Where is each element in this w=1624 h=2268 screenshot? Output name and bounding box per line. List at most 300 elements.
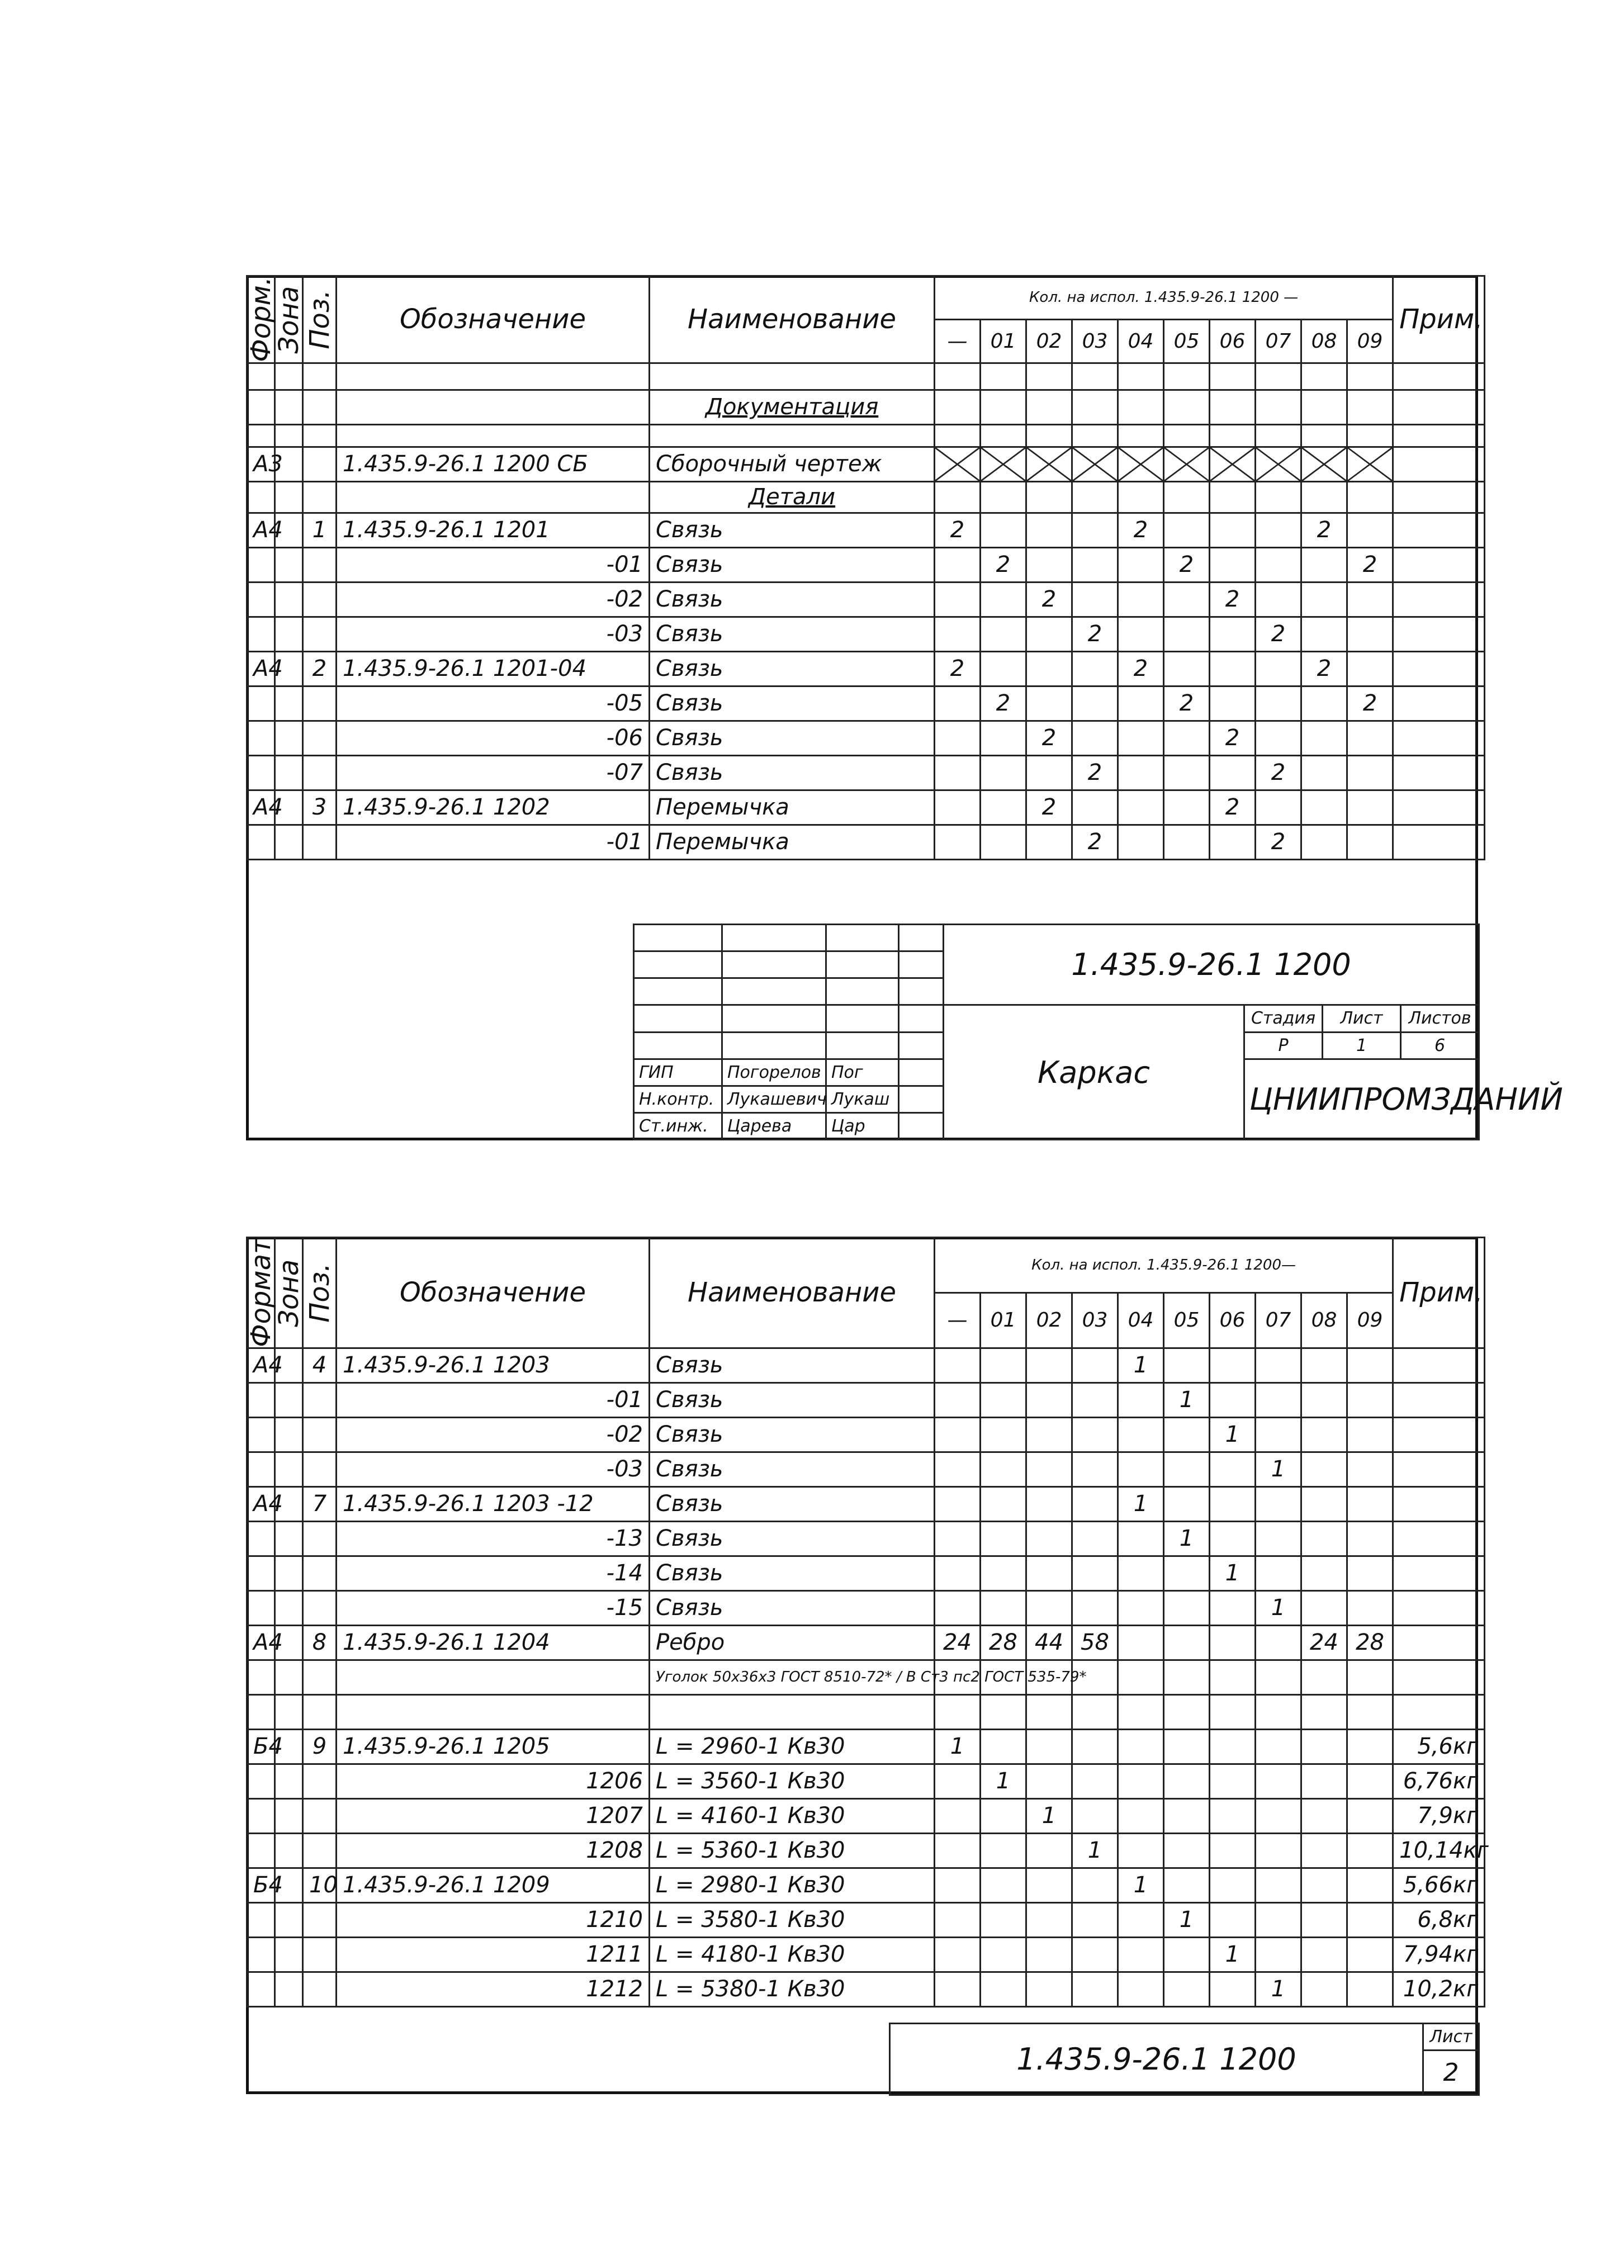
table-row bbox=[247, 1902, 1485, 1937]
qty-cell: 1 bbox=[1210, 1937, 1256, 1972]
row-format bbox=[247, 1694, 275, 1729]
qty-cell: 58 bbox=[1072, 1625, 1118, 1660]
header-variant: 01 bbox=[981, 1292, 1026, 1348]
qty-cell bbox=[1118, 617, 1164, 651]
qty-cell bbox=[981, 1452, 1026, 1486]
qty-cell: 2 bbox=[1026, 721, 1072, 755]
qty-cell bbox=[981, 1729, 1026, 1764]
qty-cell bbox=[981, 1798, 1026, 1833]
table-row bbox=[247, 686, 1485, 721]
qty-cell bbox=[1256, 1798, 1301, 1833]
row-designation: 1.435.9-26.1 1201 bbox=[337, 513, 650, 547]
qty-cell bbox=[1118, 1764, 1164, 1798]
qty-cell: 1 bbox=[1256, 1590, 1301, 1625]
qty-cell bbox=[981, 1590, 1026, 1625]
qty-cell: 2 bbox=[935, 513, 981, 547]
table-row bbox=[247, 1764, 1485, 1798]
qty-cell bbox=[1347, 1521, 1393, 1556]
qty-cell bbox=[1210, 513, 1256, 547]
not-applicable-cross bbox=[1072, 447, 1118, 481]
qty-cell bbox=[1256, 686, 1301, 721]
qty-cell: 1 bbox=[1210, 1556, 1256, 1590]
row-designation: 1208 bbox=[337, 1833, 650, 1868]
qty-cell bbox=[981, 1902, 1026, 1937]
qty-cell: 2 bbox=[1347, 686, 1393, 721]
qty-cell bbox=[1118, 1694, 1164, 1729]
qty-cell bbox=[1210, 1590, 1256, 1625]
qty-cell bbox=[1301, 1833, 1347, 1868]
row-designation: -02 bbox=[337, 1417, 650, 1452]
stage-label: Стадия bbox=[1244, 1005, 1323, 1032]
qty-cell bbox=[1118, 1625, 1164, 1660]
qty-cell bbox=[935, 1694, 981, 1729]
qty-cell: 2 bbox=[1026, 582, 1072, 617]
qty-cell bbox=[1347, 651, 1393, 686]
qty-cell bbox=[1210, 1868, 1256, 1902]
qty-cell bbox=[1347, 582, 1393, 617]
qty-cell bbox=[935, 1556, 981, 1590]
row-designation: -01 bbox=[337, 825, 650, 859]
row-designation: 1210 bbox=[337, 1902, 650, 1937]
qty-cell bbox=[1347, 1694, 1393, 1729]
table-row bbox=[247, 1660, 1485, 1694]
table-row bbox=[247, 547, 1485, 582]
qty-cell: 1 bbox=[1256, 1452, 1301, 1486]
qty-cell bbox=[981, 1937, 1026, 1972]
qty-cell bbox=[1026, 1417, 1072, 1452]
qty-cell bbox=[1210, 1348, 1256, 1382]
qty-cell bbox=[981, 721, 1026, 755]
qty-cell bbox=[935, 825, 981, 859]
header-format: Формат bbox=[245, 1238, 277, 1347]
row-format bbox=[247, 1452, 275, 1486]
qty-cell: 1 bbox=[1210, 1417, 1256, 1452]
row-pos bbox=[303, 617, 337, 651]
qty-cell bbox=[1164, 1729, 1210, 1764]
qty-cell bbox=[1210, 1798, 1256, 1833]
row-name: L = 3560-1 Кв30 bbox=[650, 1764, 935, 1798]
row-format bbox=[247, 825, 275, 859]
qty-cell bbox=[935, 1764, 981, 1798]
qty-cell bbox=[1210, 755, 1256, 790]
section-parts: Детали bbox=[650, 481, 935, 513]
header-variant: 06 bbox=[1210, 1292, 1256, 1348]
row-name: Перемычка bbox=[650, 825, 935, 859]
row-pos bbox=[303, 1937, 337, 1972]
qty-cell bbox=[1026, 1972, 1072, 2006]
row-name: Связь bbox=[650, 1590, 935, 1625]
qty-cell bbox=[1026, 1729, 1072, 1764]
qty-cell bbox=[1301, 1729, 1347, 1764]
not-applicable-cross bbox=[1164, 447, 1210, 481]
row-format bbox=[247, 582, 275, 617]
qty-cell: 1 bbox=[1164, 1902, 1210, 1937]
qty-cell bbox=[935, 582, 981, 617]
qty-cell bbox=[1256, 1521, 1301, 1556]
row-format: А4 bbox=[247, 1348, 275, 1382]
qty-cell bbox=[935, 686, 981, 721]
row-note: 7,9кг bbox=[1393, 1798, 1485, 1833]
row-designation: 1.435.9-26.1 1201-04 bbox=[337, 651, 650, 686]
qty-cell bbox=[1072, 1937, 1118, 1972]
table-row bbox=[247, 1417, 1485, 1452]
header-designation: Обозначение bbox=[337, 1238, 650, 1348]
qty-cell bbox=[1164, 651, 1210, 686]
qty-cell bbox=[1118, 547, 1164, 582]
qty-cell bbox=[1118, 1556, 1164, 1590]
not-applicable-cross bbox=[1256, 447, 1301, 481]
qty-cell bbox=[1210, 1694, 1256, 1729]
row-pos bbox=[303, 1660, 337, 1694]
row-format bbox=[247, 1972, 275, 2006]
not-applicable-cross bbox=[1210, 447, 1256, 481]
qty-cell bbox=[1072, 513, 1118, 547]
row-designation: 1.435.9-26.1 1203 bbox=[337, 1348, 650, 1382]
not-applicable-cross bbox=[1118, 447, 1164, 481]
row-note: 5,6кг bbox=[1393, 1729, 1485, 1764]
header-pos: Поз. bbox=[303, 276, 337, 363]
qty-cell bbox=[1072, 1452, 1118, 1486]
qty-cell bbox=[1347, 1764, 1393, 1798]
qty-cell: 2 bbox=[1164, 547, 1210, 582]
not-applicable-cross bbox=[981, 447, 1026, 481]
qty-cell bbox=[1256, 1382, 1301, 1417]
table-row bbox=[247, 1590, 1485, 1625]
row-format bbox=[247, 547, 275, 582]
sheet-1-title: Каркас bbox=[944, 1005, 1244, 1140]
qty-cell: 1 bbox=[1118, 1486, 1164, 1521]
qty-cell bbox=[1210, 825, 1256, 859]
qty-cell bbox=[1072, 1486, 1118, 1521]
signer-name: Лукашевич bbox=[722, 1086, 826, 1112]
header-variant: 05 bbox=[1164, 1292, 1210, 1348]
row-name: Перемычка bbox=[650, 790, 935, 825]
qty-cell bbox=[1347, 1348, 1393, 1382]
row-pos: 9 bbox=[303, 1729, 337, 1764]
qty-cell bbox=[981, 755, 1026, 790]
qty-cell bbox=[935, 547, 981, 582]
row-format bbox=[247, 1382, 275, 1417]
row-format bbox=[247, 1902, 275, 1937]
qty-cell bbox=[1072, 1521, 1118, 1556]
row-format: А4 bbox=[247, 1625, 275, 1660]
qty-cell bbox=[1256, 1660, 1301, 1694]
row-format bbox=[247, 1833, 275, 1868]
header-name: Наименование bbox=[650, 276, 935, 363]
row-format: А4 bbox=[247, 790, 275, 825]
qty-cell bbox=[1301, 1694, 1347, 1729]
header-variant: 09 bbox=[1347, 1292, 1393, 1348]
table-row bbox=[247, 721, 1485, 755]
table-row bbox=[247, 1833, 1485, 1868]
row-pos: 2 bbox=[303, 651, 337, 686]
qty-cell bbox=[1118, 825, 1164, 859]
row-name: L = 5360-1 Кв30 bbox=[650, 1833, 935, 1868]
qty-cell bbox=[1118, 582, 1164, 617]
row-pos bbox=[303, 825, 337, 859]
qty-cell bbox=[1164, 617, 1210, 651]
qty-cell bbox=[1210, 1625, 1256, 1660]
qty-cell bbox=[1210, 1521, 1256, 1556]
qty-cell bbox=[935, 721, 981, 755]
header-name: Наименование bbox=[650, 1238, 935, 1348]
row-name: Сборочный чертеж bbox=[650, 447, 935, 481]
qty-cell bbox=[1118, 1417, 1164, 1452]
qty-cell bbox=[935, 1798, 981, 1833]
row-format: Б4 bbox=[247, 1868, 275, 1902]
qty-cell bbox=[1118, 721, 1164, 755]
qty-cell bbox=[1347, 790, 1393, 825]
row-designation bbox=[337, 1694, 650, 1729]
qty-cell bbox=[1072, 651, 1118, 686]
qty-cell bbox=[1301, 1972, 1347, 2006]
table-row bbox=[247, 1521, 1485, 1556]
qty-cell bbox=[1256, 582, 1301, 617]
row-note: 7,94кг bbox=[1393, 1937, 1485, 1972]
qty-cell bbox=[1210, 1764, 1256, 1798]
qty-cell bbox=[1164, 1972, 1210, 2006]
qty-cell bbox=[935, 1452, 981, 1486]
sheet-1-code: 1.435.9-26.1 1200 bbox=[944, 925, 1479, 1005]
row-note bbox=[1393, 1660, 1485, 1694]
row-pos: 7 bbox=[303, 1486, 337, 1521]
row-name: L = 2980-1 Кв30 bbox=[650, 1868, 935, 1902]
row-name: L = 4160-1 Кв30 bbox=[650, 1798, 935, 1833]
qty-cell bbox=[1026, 617, 1072, 651]
qty-cell bbox=[1072, 582, 1118, 617]
qty-cell bbox=[1072, 1902, 1118, 1937]
qty-cell bbox=[1347, 513, 1393, 547]
row-pos bbox=[303, 1694, 337, 1729]
qty-cell bbox=[1164, 1833, 1210, 1868]
header-variant: 06 bbox=[1210, 319, 1256, 363]
qty-cell bbox=[935, 1902, 981, 1937]
sheet-2-sheet-number: 2 bbox=[1423, 2051, 1479, 2095]
qty-cell: 2 bbox=[1072, 617, 1118, 651]
row-note: 6,8кг bbox=[1393, 1902, 1485, 1937]
qty-cell bbox=[1072, 1798, 1118, 1833]
qty-cell bbox=[1347, 1556, 1393, 1590]
qty-cell bbox=[1072, 1764, 1118, 1798]
qty-cell bbox=[1164, 1694, 1210, 1729]
qty-cell: 1 bbox=[1118, 1348, 1164, 1382]
qty-cell bbox=[1072, 1729, 1118, 1764]
qty-cell: 1 bbox=[1256, 1972, 1301, 2006]
row-pos: 4 bbox=[303, 1348, 337, 1382]
qty-cell bbox=[1164, 1937, 1210, 1972]
signer-role: ГИП bbox=[634, 1059, 722, 1086]
header-variant: 07 bbox=[1256, 319, 1301, 363]
header-format: Форм. bbox=[245, 277, 277, 362]
qty-cell bbox=[1164, 1764, 1210, 1798]
row-designation: 1.435.9-26.1 1205 bbox=[337, 1729, 650, 1764]
qty-cell bbox=[935, 1521, 981, 1556]
row-pos bbox=[303, 686, 337, 721]
row-pos bbox=[303, 1556, 337, 1590]
header-variant: — bbox=[935, 319, 981, 363]
row-note bbox=[1393, 1556, 1485, 1590]
row-format bbox=[247, 1521, 275, 1556]
qty-cell bbox=[1210, 1729, 1256, 1764]
qty-cell bbox=[1164, 1417, 1210, 1452]
qty-cell bbox=[981, 1868, 1026, 1902]
row-name bbox=[650, 1694, 935, 1729]
qty-cell bbox=[1301, 1348, 1347, 1382]
row-designation: -01 bbox=[337, 1382, 650, 1417]
sheet-2-code: 1.435.9-26.1 1200 bbox=[890, 2024, 1423, 2095]
qty-cell bbox=[981, 1556, 1026, 1590]
qty-cell bbox=[1118, 1382, 1164, 1417]
qty-cell bbox=[1072, 1417, 1118, 1452]
qty-cell bbox=[1072, 1382, 1118, 1417]
row-designation: 1.435.9-26.1 1203 -12 bbox=[337, 1486, 650, 1521]
qty-cell: 2 bbox=[935, 651, 981, 686]
qty-cell bbox=[935, 1486, 981, 1521]
row-pos: 8 bbox=[303, 1625, 337, 1660]
row-note: 6,76кг bbox=[1393, 1764, 1485, 1798]
table-row bbox=[247, 617, 1485, 651]
row-name: Связь bbox=[650, 651, 935, 686]
qty-cell bbox=[1164, 1868, 1210, 1902]
qty-cell bbox=[981, 1417, 1026, 1452]
qty-cell bbox=[935, 1868, 981, 1902]
qty-cell bbox=[1347, 1937, 1393, 1972]
qty-cell bbox=[1301, 617, 1347, 651]
header-zone: Зона bbox=[275, 1238, 303, 1348]
sheet-label: Лист bbox=[1323, 1005, 1401, 1032]
row-note bbox=[1393, 1382, 1485, 1417]
signer-name: Царева bbox=[722, 1112, 826, 1139]
qty-cell bbox=[1210, 651, 1256, 686]
row-pos bbox=[303, 721, 337, 755]
qty-cell bbox=[1301, 825, 1347, 859]
row-designation: 1207 bbox=[337, 1798, 650, 1833]
row-pos bbox=[303, 1833, 337, 1868]
sheets-label: Листов bbox=[1401, 1005, 1479, 1032]
qty-cell: 1 bbox=[1164, 1382, 1210, 1417]
qty-cell bbox=[981, 1348, 1026, 1382]
header-pos: Поз. bbox=[303, 1238, 337, 1348]
qty-cell bbox=[1118, 1972, 1164, 2006]
qty-cell bbox=[981, 617, 1026, 651]
qty-cell bbox=[1164, 1625, 1210, 1660]
qty-cell: 1 bbox=[935, 1729, 981, 1764]
row-designation: -03 bbox=[337, 1452, 650, 1486]
qty-cell: 1 bbox=[1164, 1521, 1210, 1556]
row-name: Связь bbox=[650, 1521, 935, 1556]
qty-cell bbox=[1164, 1798, 1210, 1833]
table-row bbox=[247, 1556, 1485, 1590]
sheet-1-spec-table bbox=[246, 275, 1485, 860]
qty-cell bbox=[1164, 1452, 1210, 1486]
row-designation: 1212 bbox=[337, 1972, 650, 2006]
qty-cell bbox=[1210, 1660, 1256, 1694]
table-row bbox=[247, 825, 1485, 859]
row-name: Связь bbox=[650, 1348, 935, 1382]
table-row bbox=[247, 755, 1485, 790]
row-format bbox=[247, 1590, 275, 1625]
row-designation: -02 bbox=[337, 582, 650, 617]
row-pos bbox=[303, 755, 337, 790]
qty-cell bbox=[1026, 1937, 1072, 1972]
qty-cell bbox=[1347, 1382, 1393, 1417]
qty-cell bbox=[1347, 617, 1393, 651]
row-format: А4 bbox=[247, 1486, 275, 1521]
qty-cell bbox=[935, 1348, 981, 1382]
qty-cell: 2 bbox=[1256, 755, 1301, 790]
row-designation: -15 bbox=[337, 1590, 650, 1625]
signer-role: Н.контр. bbox=[634, 1086, 722, 1112]
qty-cell bbox=[1026, 1486, 1072, 1521]
qty-cell bbox=[1256, 790, 1301, 825]
qty-cell bbox=[1164, 1556, 1210, 1590]
header-variant: 09 bbox=[1347, 319, 1393, 363]
qty-cell bbox=[1256, 1625, 1301, 1660]
qty-cell bbox=[1164, 513, 1210, 547]
qty-cell bbox=[935, 1417, 981, 1452]
qty-cell bbox=[1118, 1798, 1164, 1833]
qty-cell bbox=[1301, 1382, 1347, 1417]
row-note bbox=[1393, 1694, 1485, 1729]
qty-cell bbox=[1210, 1486, 1256, 1521]
header-variant: 07 bbox=[1256, 1292, 1301, 1348]
row-designation: -13 bbox=[337, 1521, 650, 1556]
qty-cell: 2 bbox=[1072, 755, 1118, 790]
row-name: L = 3580-1 Кв30 bbox=[650, 1902, 935, 1937]
row-format bbox=[247, 686, 275, 721]
qty-cell bbox=[1256, 1348, 1301, 1382]
qty-cell bbox=[1072, 721, 1118, 755]
qty-cell bbox=[1210, 1382, 1256, 1417]
row-name: Связь bbox=[650, 721, 935, 755]
qty-cell: 2 bbox=[1210, 582, 1256, 617]
row-designation: 1.435.9-26.1 1200 СБ bbox=[337, 447, 650, 481]
row-designation: 1206 bbox=[337, 1764, 650, 1798]
qty-cell bbox=[1301, 790, 1347, 825]
qty-cell bbox=[1026, 1833, 1072, 1868]
sheets-value: 6 bbox=[1401, 1032, 1479, 1059]
qty-cell bbox=[1347, 825, 1393, 859]
row-name: Связь bbox=[650, 1417, 935, 1452]
row-designation bbox=[337, 1660, 650, 1694]
qty-cell bbox=[981, 1486, 1026, 1521]
qty-cell bbox=[1301, 1521, 1347, 1556]
qty-cell: 2 bbox=[981, 686, 1026, 721]
qty-cell bbox=[935, 1972, 981, 2006]
row-name: Связь bbox=[650, 547, 935, 582]
row-format bbox=[247, 755, 275, 790]
table-row bbox=[247, 1729, 1485, 1764]
qty-cell bbox=[1072, 547, 1118, 582]
qty-cell bbox=[1256, 547, 1301, 582]
not-applicable-cross bbox=[935, 447, 981, 481]
qty-cell bbox=[1118, 1902, 1164, 1937]
row-name: L = 5380-1 Кв30 bbox=[650, 1972, 935, 2006]
qty-cell: 1 bbox=[1118, 1868, 1164, 1902]
qty-cell bbox=[1118, 1660, 1164, 1694]
qty-cell bbox=[981, 825, 1026, 859]
row-format: А4 bbox=[247, 513, 275, 547]
qty-cell bbox=[1301, 1417, 1347, 1452]
row-name: L = 4180-1 Кв30 bbox=[650, 1937, 935, 1972]
qty-cell bbox=[981, 1521, 1026, 1556]
qty-cell bbox=[1347, 721, 1393, 755]
qty-cell: 44 bbox=[1026, 1625, 1072, 1660]
header-zone: Зона bbox=[275, 276, 303, 363]
qty-cell bbox=[1301, 721, 1347, 755]
qty-cell bbox=[1210, 1902, 1256, 1937]
header-designation: Обозначение bbox=[337, 276, 650, 363]
